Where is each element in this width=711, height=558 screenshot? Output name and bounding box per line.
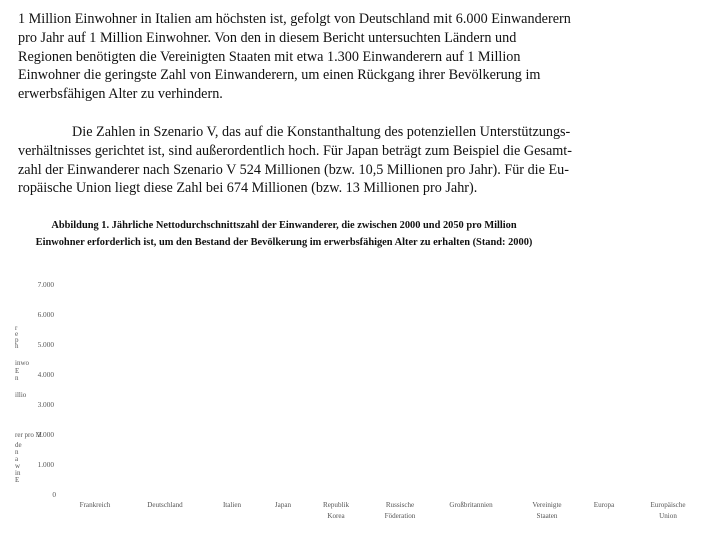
- x-category-label: [431, 500, 511, 511]
- y-axis-label-fragment: n: [15, 448, 19, 456]
- category-label-line: Japan: [274, 501, 292, 509]
- text-line: Regionen benötigten die Vereinigten Staaten mit etwa 1.300 Einwanderern auf 1 Million: [18, 48, 521, 65]
- paragraph-2: [18, 123, 570, 198]
- y-tick-label: 3.000: [37, 400, 54, 409]
- category-label-line: Föderation: [384, 512, 416, 520]
- y-axis-label-fragment: p: [15, 336, 19, 344]
- category-label-line: Deutschland: [147, 501, 183, 509]
- y-axis-label-fragment: h: [15, 342, 19, 350]
- text-line: erwerbsfähigen Alter zu verhindern.: [18, 86, 223, 103]
- category-label-line: Korea: [327, 512, 345, 520]
- y-axis-label-fragment: E: [15, 476, 20, 484]
- figure-caption-line-1: Abbildung 1. Jährliche Nettodurchschnittszahl der Einwanderer, die zwischen 2000 und 2050 pro Million: [51, 220, 517, 231]
- category-label-line: Union: [659, 512, 677, 520]
- y-axis-label-fragment: r: [15, 324, 18, 332]
- category-label-line: Großbritannien: [449, 501, 493, 509]
- text-line: verhältnisses gerichtet ist, sind außerordentlich hoch. Für Japan beträgt zum Beispiel die Gesamt-: [18, 142, 572, 159]
- category-label-line: Vereinigte: [532, 501, 562, 509]
- category-label-line: Republik: [322, 501, 349, 509]
- y-tick-label: 4.000: [37, 370, 54, 379]
- y-axis-label-fragment: a: [15, 455, 19, 463]
- y-axis-label-fragment: n: [15, 374, 19, 382]
- y-axis-label-fragment: e: [15, 330, 19, 338]
- text-line: ropäische Union liegt diese Zahl bei 674 Millionen (bzw. 13 Millionen pro Jahr).: [18, 180, 478, 197]
- y-axis-label-fragment: w: [15, 462, 21, 470]
- x-category-label: [628, 500, 708, 522]
- y-tick-label: 2.000: [37, 430, 54, 439]
- y-tick-label: 6.000: [37, 310, 54, 319]
- y-tick-label: 1.000: [37, 460, 54, 469]
- y-axis-label-fragment: rer pro M: [15, 431, 42, 439]
- y-tick-label: 5.000: [37, 340, 54, 349]
- figure-caption-line-2: Einwohner erforderlich ist, um den Bestand der Bevölkerung im erwerbsfähigen Alter zu erhalten (Stand: 2000): [35, 237, 533, 248]
- category-label-line: Russische: [385, 501, 415, 509]
- category-label-line: Europa: [593, 501, 615, 509]
- text-line: pro Jahr auf 1 Million Einwohner. Von den in diesem Bericht untersuchten Ländern und: [18, 29, 517, 46]
- x-category-label: [360, 500, 440, 522]
- x-category-label: [55, 500, 135, 511]
- category-label-line: Frankreich: [79, 501, 111, 509]
- y-axis-label-fragment: inwo: [15, 359, 29, 367]
- y-axis-label-fragment: de: [15, 441, 22, 449]
- y-axis-label-fragment: in: [15, 469, 21, 477]
- paragraph-1: [18, 10, 570, 104]
- y-axis-label-fragment: illio: [15, 391, 27, 399]
- y-tick-label: 0: [52, 490, 56, 499]
- category-label-line: Italien: [222, 501, 242, 509]
- category-label-line: Europäische: [650, 501, 686, 509]
- text-line: Die Zahlen in Szenario V, das auf die Konstanthaltung des potenziellen Unterstützungs-: [72, 124, 571, 140]
- text-line: 1 Million Einwohner in Italien am höchsten ist, gefolgt von Deutschland mit 6.000 Einwanderern: [18, 11, 571, 27]
- text-line: zahl der Einwanderer nach Szenario V 524 Millionen (bzw. 10,5 Millionen pro Jahr). Für die Eu-: [18, 161, 569, 178]
- category-label-line: Staaten: [536, 512, 558, 520]
- y-axis-label-fragment: E: [15, 367, 20, 375]
- y-tick-label: 7.000: [37, 280, 54, 289]
- text-line: Einwohner die geringste Zahl von Einwanderern, um einen Rückgang ihrer Bevölkerung im: [18, 67, 541, 84]
